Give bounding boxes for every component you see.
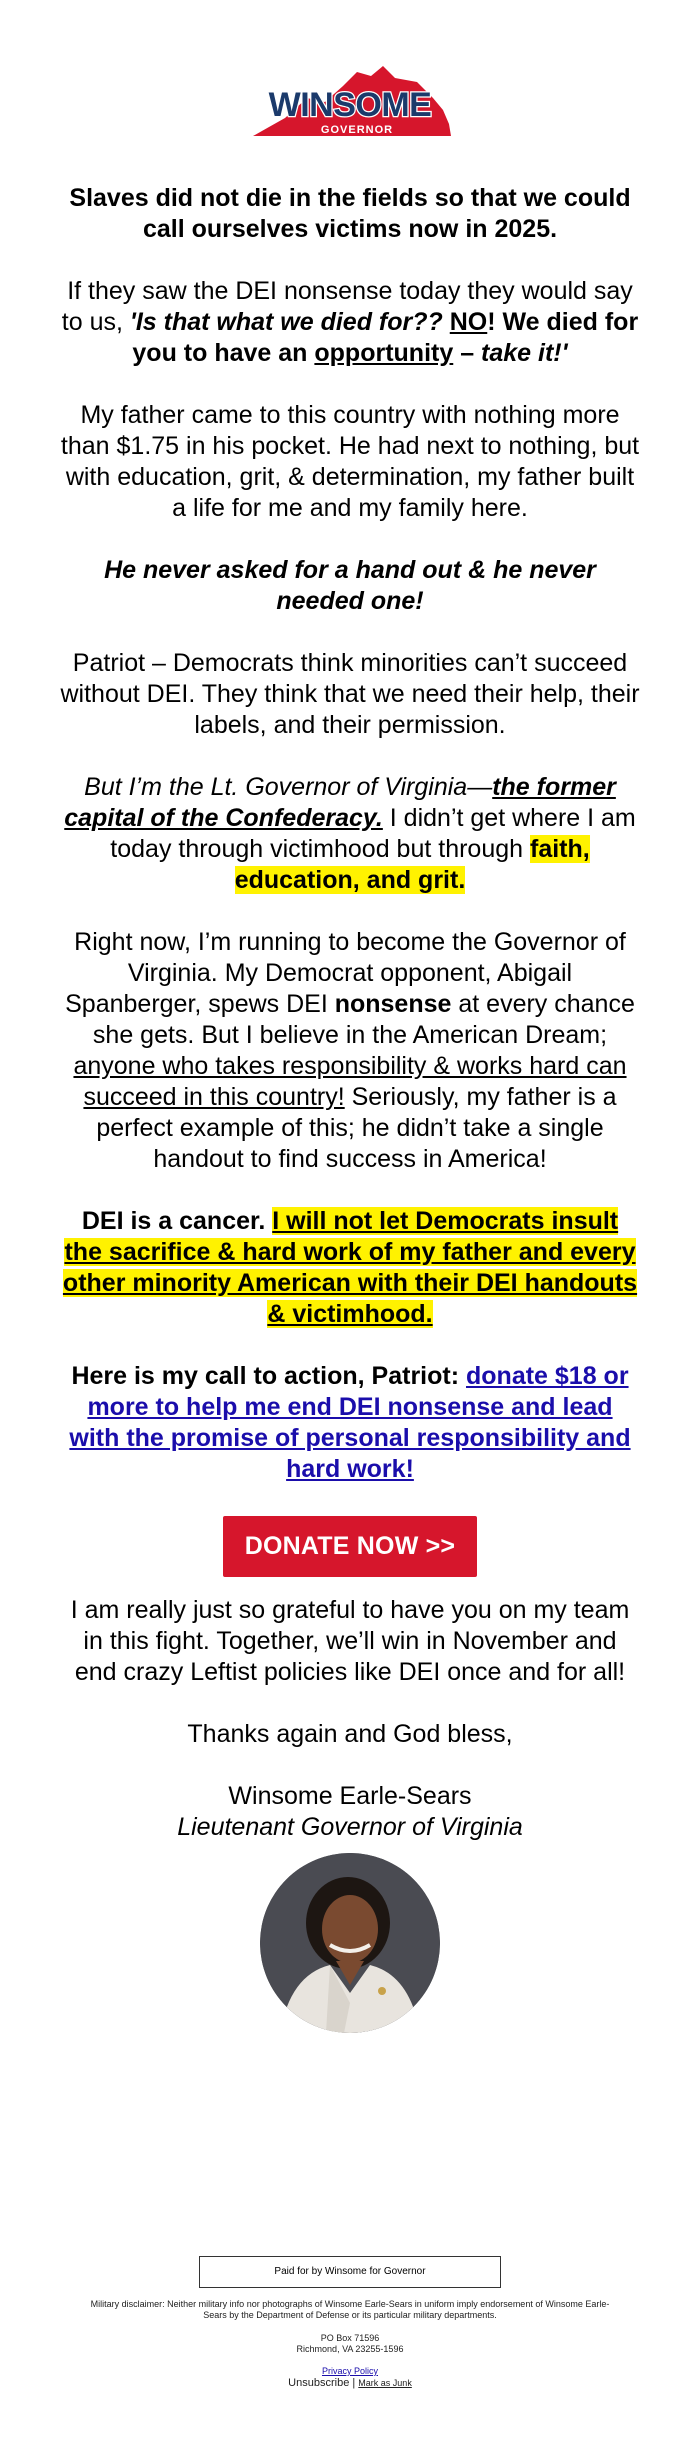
mark-as-junk-link[interactable]: Mark as Junk — [358, 2378, 412, 2388]
mailing-address — [0, 2333, 700, 2355]
signature-name: Winsome Earle-Sears — [228, 1782, 472, 1810]
signature-title: Lieutenant Governor of Virginia — [177, 1813, 523, 1841]
avatar — [260, 1853, 440, 2033]
text-segment: – — [453, 339, 482, 367]
text-segment: Seriously, my father is a perfect example of this; he didn’t take a single handout to find success in America! — [96, 1083, 617, 1173]
logo-name: WINSOME — [268, 86, 432, 124]
paid-by-box: Paid for by Winsome for Governor — [199, 2256, 501, 2288]
privacy-policy-link[interactable]: Privacy Policy — [321, 2366, 378, 2376]
text-segment-no: NO — [449, 308, 488, 336]
paragraph-thanks: Thanks again and God bless, — [187, 1720, 513, 1748]
donate-text-link[interactable]: donate $18 or more to help me end DEI nonsense and lead with the promise of personal responsibility and hard work! — [69, 1362, 631, 1483]
highlight-will-not-let: I will not let Democrats insult the sacrifice & hard work of my father and every other minority American with their DEI handouts & victimhood. — [62, 1207, 638, 1328]
text-segment-confederacy: the former capital of the Confederacy. — [64, 773, 616, 832]
address-po-box: PO Box 71596 — [320, 2333, 380, 2343]
text-segment-hand-out: He never asked for a hand out & he never needed one! — [104, 556, 596, 615]
privacy-row — [0, 2366, 700, 2377]
paragraph-dei-question — [60, 276, 640, 369]
paragraph-hand-out — [60, 555, 640, 617]
logo-subtitle: GOVERNOR — [320, 124, 394, 136]
highlight-faith: faith, education, and grit. — [234, 835, 590, 894]
text-segment-cancer: DEI is a cancer. — [81, 1207, 266, 1235]
headline-paragraph — [60, 183, 640, 245]
paragraph-call-to-action — [60, 1361, 640, 1485]
paragraph-running — [60, 927, 640, 1175]
text-segment: ! We died for you to have an — [132, 308, 639, 367]
text-segment-responsibility: anyone who takes responsibility & works hard can succeed in this country! — [73, 1052, 627, 1111]
headline-text: Slaves did not die in the fields so that we could call ourselves victims now in 2025. — [69, 184, 631, 243]
paragraph-dei-cancer — [60, 1206, 640, 1330]
text-segment: If they saw the DEI nonsense today they would say to us, — [61, 277, 633, 336]
logo-graphic — [245, 58, 455, 148]
military-disclaimer: Military disclaimer: Neither military info nor photographs of Winsome Earle-Sears in uniform imply endorsement of Winsome Earle-Sears by the Department of Defense or its particular military departments. — [90, 2299, 610, 2320]
text-segment: I didn’t get where I am today through victimhood but through — [110, 804, 636, 863]
text-segment-quote: 'Is that what we died for?? — [129, 308, 443, 336]
text-segment-opportunity: opportunity — [314, 339, 454, 367]
unsubscribe-link[interactable]: Unsubscribe — [288, 2377, 350, 2389]
text-segment-take-it: take it!' — [481, 339, 568, 367]
paragraph-father: My father came to this country with nothing more than $1.75 in his pocket. He had next to nothing, but with education, grit, & determination, my father built a life for me and my family here. — [60, 401, 640, 522]
campaign-logo — [60, 58, 640, 148]
text-segment-call: Here is my call to action, Patriot: — [71, 1362, 466, 1390]
text-segment: at every chance she gets. But I believe in the American Dream; — [92, 990, 635, 1049]
donate-now-button[interactable]: DONATE NOW >> — [223, 1516, 478, 1577]
text-segment — [443, 308, 450, 336]
portrait-image — [260, 1853, 440, 2033]
address-city: Richmond, VA 23255-1596 — [296, 2344, 404, 2354]
text-segment: But I’m the Lt. Governor of Virginia— — [84, 773, 493, 801]
footer — [0, 2256, 700, 2390]
text-segment: Right now, I’m running to become the Governor of Virginia. My Democrat opponent, Abigail Spanberger, spews DEI — [65, 928, 626, 1018]
paragraph-grateful: I am really just so grateful to have you on my team in this fight. Together, we’ll win in November and end crazy Leftist policies like DEI once and for all! — [70, 1596, 630, 1686]
text-segment-nonsense: nonsense — [334, 990, 452, 1018]
separator: | — [352, 2377, 356, 2389]
paragraph-lt-governor — [60, 772, 640, 896]
paragraph-patriot: Patriot – Democrats think minorities can’t succeed without DEI. They think that we need their help, their labels, and their permission. — [60, 649, 640, 739]
signature-block — [60, 1781, 640, 1843]
